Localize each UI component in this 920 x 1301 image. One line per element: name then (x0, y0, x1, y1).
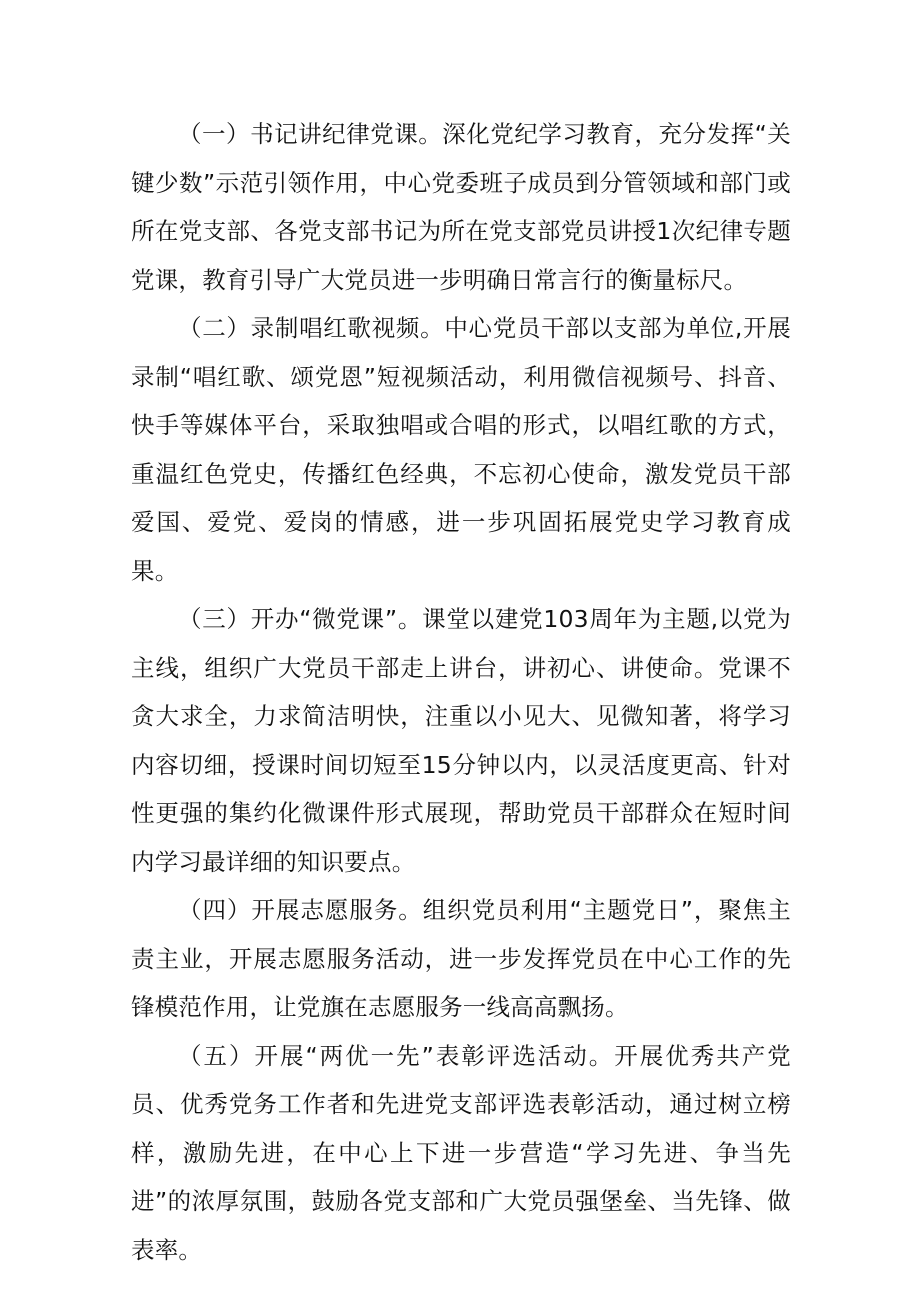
paragraph-4: （四）开展志愿服务。组织党员利用“主题党日”，聚焦主责主业，开展志愿服务活动，进一步发挥党员在中心工作的先锋模范作用，让党旗在志愿服务一线高高飘扬。 (131, 896, 791, 1021)
document-body (131, 110, 791, 1274)
paragraph-3: （三）开办“微党课”。课堂以建党103周年为主题,以党为主线，组织广大党员干部走上讲台，讲初心、讲使命。党课不贪大求全，力求简洁明快，注重以小见大、见微知著，将学习内容切细，授课时间切短至15分钟以内，以灵活度更高、针对性更强的集约化微课件形式展现，帮助党员干部群众在短时间内学习最详细的知识要点。 (131, 605, 791, 876)
paragraph-1: （一）书记讲纪律党课。深化党纪学习教育，充分发挥“关键少数”示范引领作用，中心党委班子成员到分管领域和部门或所在党支部、各党支部书记为所在党支部党员讲授1次纪律专题党课，教育引导广大党员进一步明确日常言行的衡量标尺。 (131, 120, 791, 294)
paragraph-2: （二）录制唱红歌视频。中心党员干部以支部为单位,开展录制“唱红歌、颂党恩”短视频活动，利用微信视频号、抖音、快手等媒体平台，采取独唱或合唱的形式，以唱红歌的方式，重温红色党史，传播红色经典，不忘初心使命，激发党员干部爱国、爱党、爱岗的情感，进一步巩固拓展党史学习教育成果。 (131, 314, 791, 585)
paragraph-5: （五）开展“两优一先”表彰评选活动。开展优秀共产党员、优秀党务工作者和先进党支部评选表彰活动，通过树立榜样，激励先进，在中心上下进一步营造“学习先进、争当先进”的浓厚氛围，鼓励各党支部和广大党员强堡垒、当先锋、做表率。 (131, 1041, 791, 1264)
